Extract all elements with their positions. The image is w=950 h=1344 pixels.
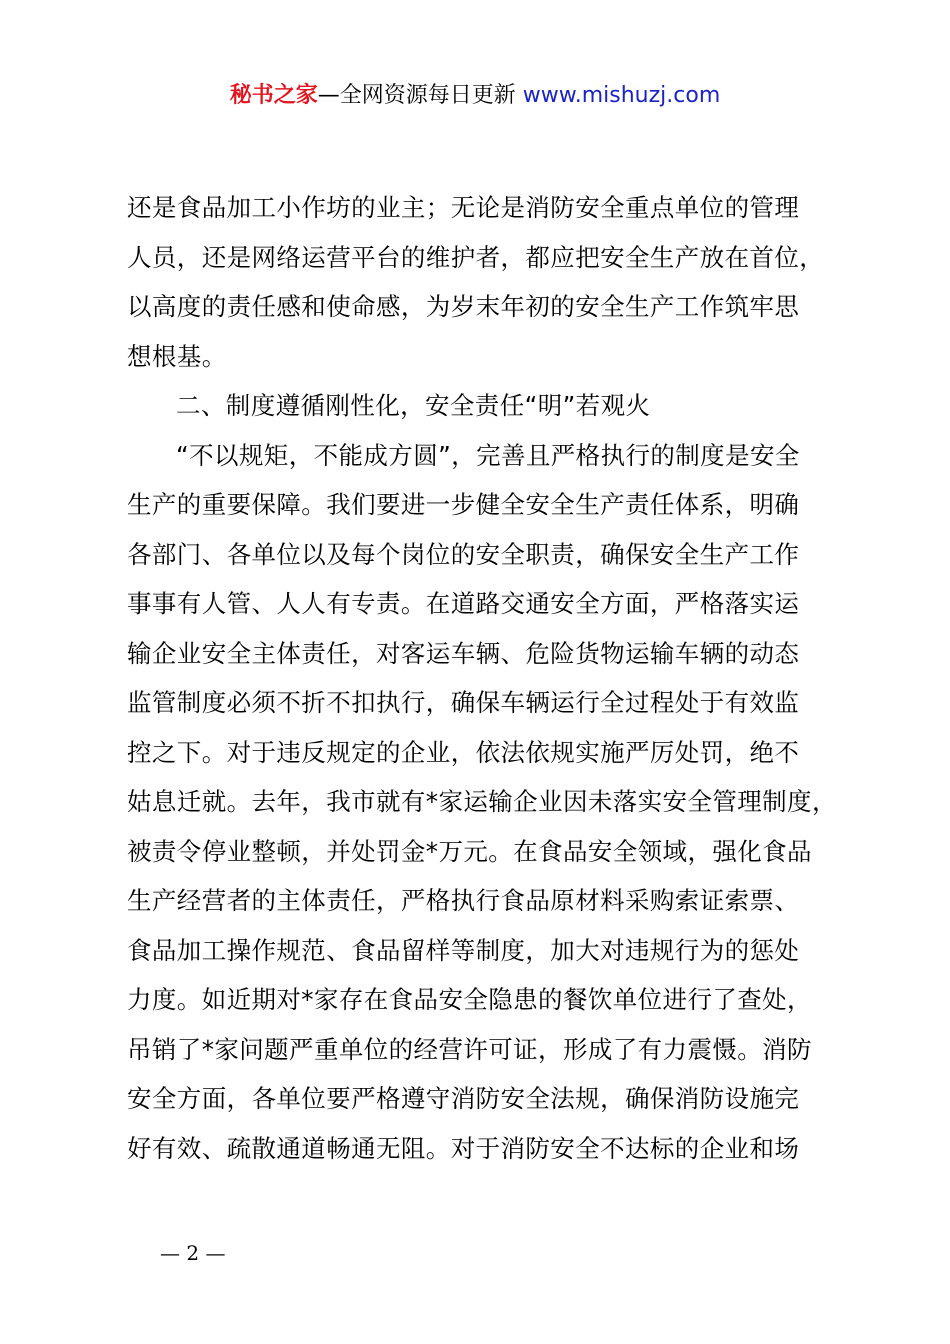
text-line: 还是食品加工小作坊的业主；无论是消防安全重点单位的管理 bbox=[127, 193, 800, 222]
text-line: 好有效、疏散通道畅通无阻。对于消防安全不达标的企业和场 bbox=[127, 1133, 800, 1163]
document-body bbox=[127, 183, 847, 1173]
text-line: 控之下。对于违反规定的企业，依法依规实施严厉处罚，绝不 bbox=[127, 737, 800, 767]
text-line: 想根基。 bbox=[127, 341, 227, 371]
site-url-link[interactable]: www.mishuzj.com bbox=[522, 83, 721, 108]
text-line: 监管制度必须不折不扣执行，确保车辆运行全过程处于有效监 bbox=[127, 688, 800, 717]
text-line: 安全方面，各单位要严格遵守消防安全法规，确保消防设施完 bbox=[127, 1084, 800, 1113]
site-header bbox=[0, 80, 950, 112]
page-number: — 2 — bbox=[160, 1241, 226, 1265]
text-line: 事事有人管、人人有专责。在道路交通安全方面，严格落实运 bbox=[127, 589, 800, 618]
text-line: 姑息迁就。去年，我市就有*家运输企业因未落实安全管理制度， bbox=[127, 787, 837, 816]
text-line: 输企业安全主体责任，对客运车辆、危险货物运输车辆的动态 bbox=[127, 638, 800, 668]
text-line: 人员，还是网络运营平台的维护者，都应把安全生产放在首位， bbox=[127, 242, 825, 272]
text-line: 各部门、各单位以及每个岗位的安全职责，确保安全生产工作 bbox=[127, 539, 800, 569]
text-line: “不以规矩，不能成方圆”，完善且严格执行的制度是安全 bbox=[176, 440, 800, 470]
text-line: 力度。如近期对*家存在食品安全隐患的餐饮单位进行了查处， bbox=[127, 985, 812, 1014]
text-line: 食品加工操作规范、食品留样等制度，加大对违规行为的惩处 bbox=[127, 935, 800, 965]
text-line: 被责令停业整顿，并处罚金*万元。在食品安全领域，强化食品 bbox=[127, 836, 812, 866]
text-line: 以高度的责任感和使命感，为岁末年初的安全生产工作筑牢思 bbox=[127, 292, 800, 321]
brand-name: 秘书之家 bbox=[229, 83, 318, 108]
text-line: 生产经营者的主体责任，严格执行食品原材料采购索证索票、 bbox=[127, 886, 800, 915]
text-line: 吊销了*家问题严重单位的经营许可证，形成了有力震慑。消防 bbox=[127, 1034, 812, 1064]
text-line: 生产的重要保障。我们要进一步健全安全生产责任体系，明确 bbox=[127, 490, 800, 519]
section-heading: 二、制度遵循刚性化，安全责任“明”若观火 bbox=[176, 391, 651, 420]
site-slogan: —全网资源每日更新 bbox=[317, 83, 523, 108]
